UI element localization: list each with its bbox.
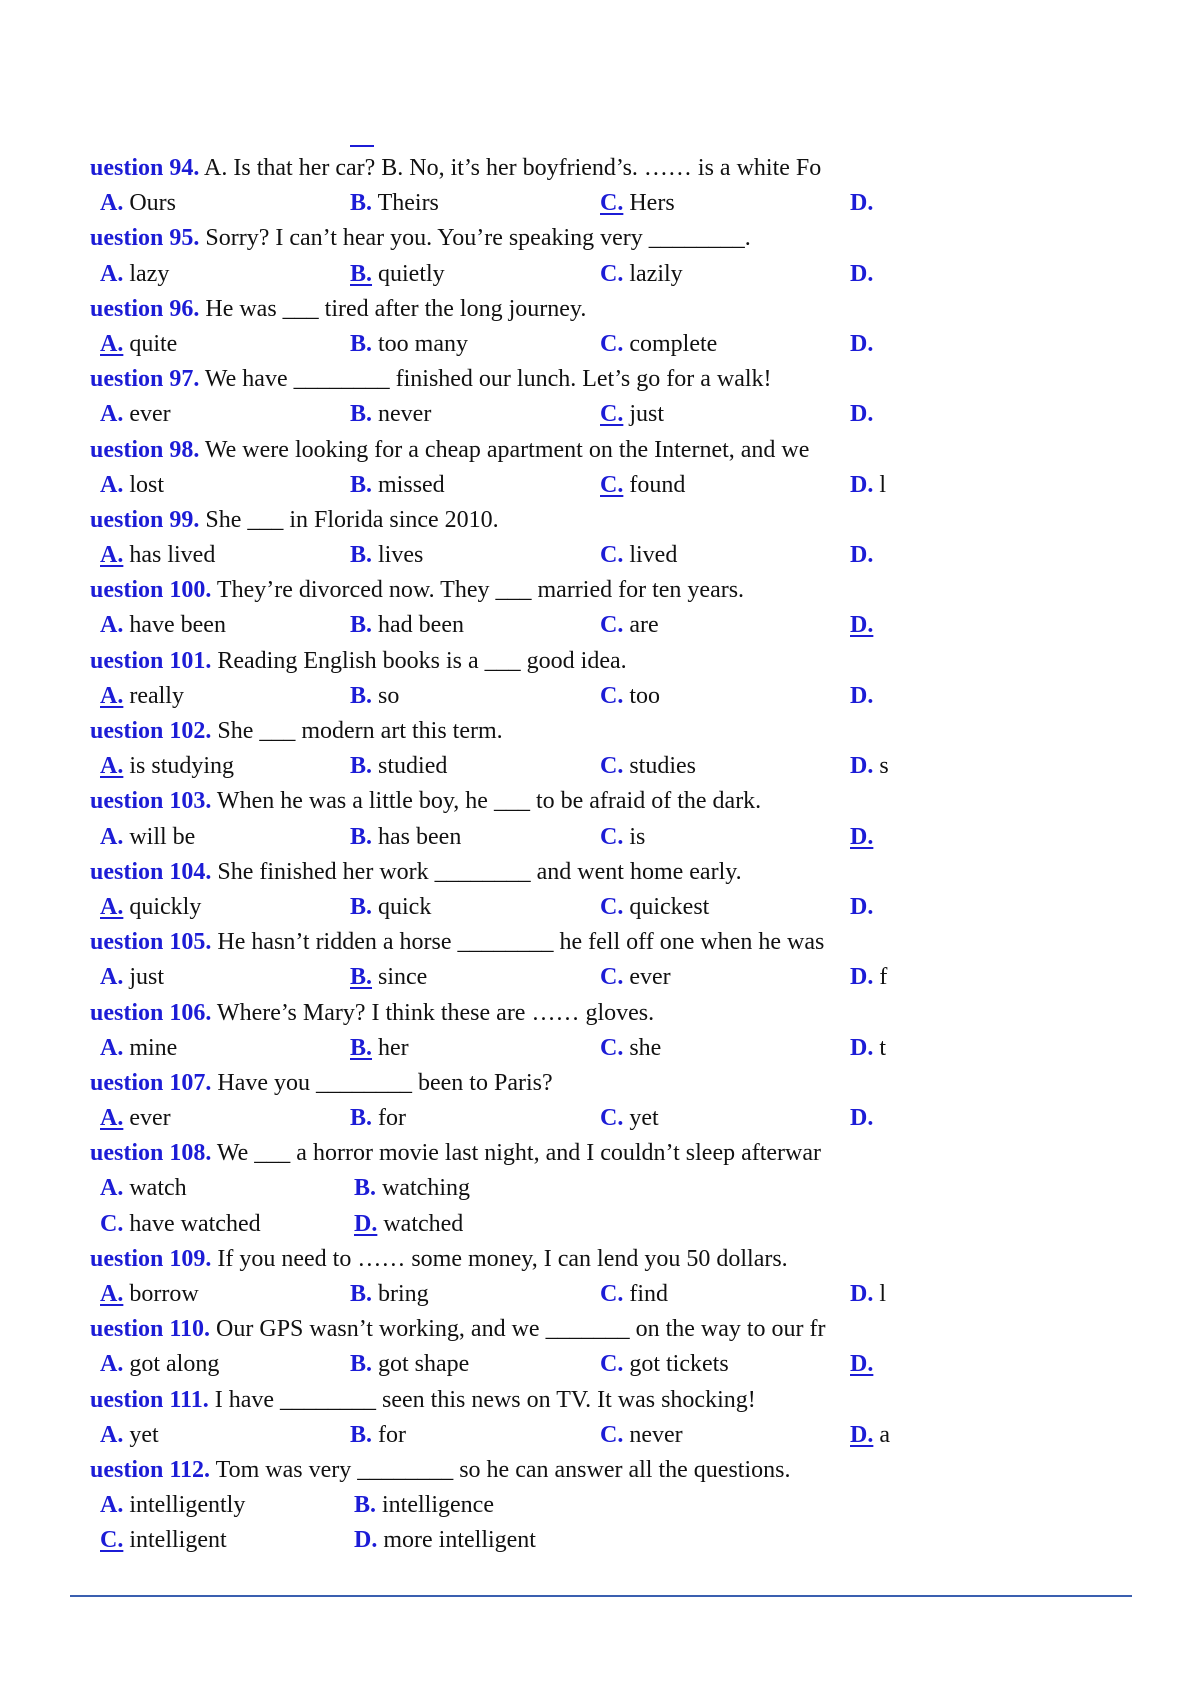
option-letter: D. bbox=[850, 260, 874, 287]
option-text: Ours bbox=[123, 190, 177, 217]
option-letter: C. bbox=[600, 893, 624, 920]
question-number: uestion 101. bbox=[90, 647, 212, 674]
question-text: Tom was very ________ so he can answer all the questions. bbox=[210, 1456, 791, 1483]
option-a bbox=[100, 1171, 187, 1206]
option-letter: B. bbox=[350, 612, 373, 639]
option-d bbox=[850, 327, 873, 362]
option-b bbox=[350, 1101, 406, 1136]
option-text: got along bbox=[123, 1351, 220, 1378]
option-letter: A. bbox=[100, 964, 124, 991]
question-stem bbox=[90, 1066, 890, 1101]
correct-option-letter: A. bbox=[100, 1281, 124, 1307]
option-letter: D. bbox=[850, 1281, 874, 1307]
question-number: uestion 109. bbox=[90, 1245, 212, 1272]
option-text: just bbox=[123, 964, 165, 991]
question-stem bbox=[90, 433, 890, 468]
question-text: He was ___ tired after the long journey. bbox=[199, 295, 587, 322]
option-letter: D. bbox=[850, 542, 874, 569]
option-d bbox=[850, 1277, 886, 1312]
question-text: Our GPS wasn’t working, and we _______ on the way to our fr bbox=[210, 1316, 826, 1343]
option-text: found bbox=[623, 471, 686, 498]
option-d bbox=[850, 749, 889, 784]
option-text: intelligently bbox=[123, 1492, 246, 1519]
question-number: uestion 94. bbox=[90, 155, 200, 181]
option-letter: A. bbox=[100, 401, 124, 428]
option-text: so bbox=[372, 682, 400, 709]
option-text: just bbox=[623, 401, 665, 428]
question-text: She finished her work ________ and went home early. bbox=[211, 858, 742, 885]
option-c bbox=[600, 257, 683, 292]
options-row bbox=[90, 679, 890, 714]
option-letter: B. bbox=[350, 330, 373, 357]
option-c bbox=[600, 1418, 683, 1453]
option-letter: A. bbox=[100, 1034, 124, 1061]
option-b bbox=[350, 890, 431, 925]
option-b bbox=[350, 397, 431, 432]
correct-option-letter: D. bbox=[354, 1210, 378, 1237]
option-c bbox=[600, 679, 660, 714]
option-text: quite bbox=[123, 330, 178, 357]
option-text: complete bbox=[623, 330, 718, 357]
option-letter: B. bbox=[350, 1281, 373, 1307]
option-c bbox=[100, 1207, 261, 1242]
option-text: for bbox=[372, 1421, 406, 1448]
option-text: had been bbox=[372, 612, 464, 639]
correct-option-letter: C. bbox=[600, 401, 624, 428]
question-number: uestion 97. bbox=[90, 366, 200, 393]
option-b bbox=[350, 538, 423, 573]
options-row bbox=[90, 186, 890, 221]
option-letter: B. bbox=[350, 471, 373, 498]
correct-option-letter: A. bbox=[100, 542, 124, 569]
option-text: bring bbox=[372, 1281, 429, 1307]
option-text: studied bbox=[372, 753, 448, 780]
option-b bbox=[350, 820, 461, 855]
question-text: We were looking for a cheap apartment on the Internet, and we bbox=[199, 436, 810, 463]
option-text: is studying bbox=[123, 753, 235, 780]
option-a bbox=[100, 749, 234, 784]
correct-option-letter: D. bbox=[850, 1421, 874, 1448]
option-d bbox=[354, 1207, 463, 1242]
option-a bbox=[100, 1347, 219, 1382]
option-letter: C. bbox=[600, 682, 624, 709]
option-text: for bbox=[372, 1105, 406, 1132]
option-text: too many bbox=[372, 330, 469, 357]
option-letter: D. bbox=[850, 1034, 874, 1061]
option-text: f bbox=[873, 964, 888, 991]
option-d bbox=[850, 538, 873, 573]
option-letter: C. bbox=[600, 1351, 624, 1378]
question-text: When he was a little boy, he ___ to be afraid of the dark. bbox=[211, 788, 762, 815]
option-letter: C. bbox=[600, 1281, 624, 1307]
question-stem bbox=[90, 1312, 890, 1347]
option-letter: C. bbox=[600, 330, 624, 357]
correct-option-letter: D. bbox=[850, 1351, 874, 1378]
option-letter: B. bbox=[350, 823, 373, 850]
question-number: uestion 105. bbox=[90, 929, 212, 956]
top-dash-mark bbox=[350, 145, 374, 147]
option-letter: A. bbox=[100, 612, 124, 639]
option-b bbox=[354, 1171, 470, 1206]
option-b bbox=[350, 327, 468, 362]
option-letter: A. bbox=[100, 471, 124, 498]
option-c bbox=[600, 1277, 668, 1312]
question-number: uestion 106. bbox=[90, 999, 212, 1026]
option-letter: D. bbox=[850, 190, 874, 217]
question-text: Reading English books is a ___ good idea. bbox=[211, 647, 627, 674]
option-text: quickly bbox=[123, 893, 202, 920]
option-text: yet bbox=[123, 1421, 159, 1448]
option-a bbox=[100, 257, 169, 292]
option-c bbox=[600, 397, 664, 432]
option-letter: C. bbox=[600, 1105, 624, 1132]
question-number: uestion 99. bbox=[90, 506, 200, 533]
option-text: she bbox=[623, 1034, 662, 1061]
option-c bbox=[600, 468, 685, 503]
option-letter: B. bbox=[354, 1492, 377, 1519]
footer-rule bbox=[70, 1595, 1132, 1597]
option-c bbox=[600, 1101, 659, 1136]
question-stem bbox=[90, 573, 890, 608]
options-row bbox=[90, 538, 890, 573]
question-stem bbox=[90, 221, 890, 256]
option-d bbox=[850, 1418, 890, 1453]
option-text: will be bbox=[123, 823, 196, 850]
option-letter: D. bbox=[850, 893, 874, 920]
option-text: studies bbox=[623, 753, 697, 780]
option-letter: B. bbox=[350, 1421, 373, 1448]
option-text: have been bbox=[123, 612, 226, 639]
option-a bbox=[100, 608, 226, 643]
question-text: Where’s Mary? I think these are …… gloves. bbox=[211, 999, 655, 1026]
correct-option-letter: C. bbox=[600, 471, 624, 498]
question-text: Have you ________ been to Paris? bbox=[211, 1069, 553, 1096]
question-list bbox=[90, 151, 890, 1559]
option-letter: B. bbox=[350, 1105, 373, 1132]
option-letter: A. bbox=[100, 1421, 124, 1448]
question-number: uestion 112. bbox=[90, 1456, 211, 1483]
correct-option-letter: C. bbox=[100, 1527, 124, 1554]
question-stem bbox=[90, 925, 890, 960]
option-text: lives bbox=[372, 542, 424, 569]
option-a bbox=[100, 1031, 177, 1066]
option-text: t bbox=[873, 1034, 887, 1061]
question-text: He hasn’t ridden a horse ________ he fell off one when he was bbox=[211, 929, 825, 956]
option-d bbox=[850, 1101, 873, 1136]
option-letter: B. bbox=[350, 753, 373, 780]
option-a bbox=[100, 960, 164, 995]
options-row bbox=[90, 820, 890, 855]
option-letter: C. bbox=[600, 1421, 624, 1448]
correct-option-letter: B. bbox=[350, 964, 373, 991]
question-stem bbox=[90, 151, 890, 186]
option-c bbox=[600, 327, 717, 362]
option-d bbox=[850, 1347, 873, 1382]
option-c bbox=[600, 1347, 729, 1382]
option-b bbox=[350, 960, 427, 995]
option-letter: D. bbox=[354, 1527, 378, 1554]
option-letter: B. bbox=[350, 190, 373, 217]
option-text: too bbox=[623, 682, 661, 709]
question-stem bbox=[90, 1136, 890, 1171]
option-b bbox=[350, 608, 464, 643]
options-row bbox=[90, 1031, 890, 1066]
option-c bbox=[600, 538, 677, 573]
option-text: mine bbox=[123, 1034, 178, 1061]
options-row bbox=[90, 749, 890, 784]
option-letter: D. bbox=[850, 682, 874, 709]
option-letter: D. bbox=[850, 964, 874, 991]
option-letter: C. bbox=[600, 753, 624, 780]
question-stem bbox=[90, 503, 890, 538]
option-text: ever bbox=[623, 964, 671, 991]
option-c bbox=[600, 749, 696, 784]
option-b bbox=[350, 1031, 409, 1066]
option-text: watched bbox=[377, 1210, 464, 1237]
option-a bbox=[100, 468, 164, 503]
option-text: are bbox=[623, 612, 659, 639]
options-row bbox=[90, 1523, 890, 1558]
option-d bbox=[850, 679, 873, 714]
option-text: lazily bbox=[623, 260, 683, 287]
question-stem bbox=[90, 714, 890, 749]
question-text: She ___ modern art this term. bbox=[211, 718, 503, 744]
option-letter: B. bbox=[350, 893, 373, 920]
option-text: a bbox=[873, 1421, 890, 1448]
question-number: uestion 95. bbox=[90, 225, 200, 252]
question-text: I have ________ seen this news on TV. It was shocking! bbox=[208, 1386, 756, 1413]
option-letter: D. bbox=[850, 471, 874, 498]
option-b bbox=[350, 1418, 406, 1453]
question-number: uestion 98. bbox=[90, 436, 200, 463]
option-text: find bbox=[623, 1281, 669, 1307]
options-row bbox=[90, 890, 890, 925]
options-row bbox=[90, 1277, 890, 1312]
options-row bbox=[90, 327, 890, 362]
option-a bbox=[100, 1418, 159, 1453]
option-a bbox=[100, 1488, 245, 1523]
option-text: her bbox=[372, 1034, 409, 1061]
options-row bbox=[90, 1101, 890, 1136]
option-text: l bbox=[873, 471, 887, 498]
option-letter: C. bbox=[600, 542, 624, 569]
option-b bbox=[350, 679, 399, 714]
question-number: uestion 102. bbox=[90, 718, 212, 744]
option-b bbox=[350, 257, 445, 292]
question-stem bbox=[90, 784, 890, 819]
options-row bbox=[90, 1418, 890, 1453]
correct-option-letter: D. bbox=[850, 612, 874, 639]
option-letter: D. bbox=[850, 330, 874, 357]
option-letter: D. bbox=[850, 401, 874, 428]
question-number: uestion 103. bbox=[90, 788, 212, 815]
option-b bbox=[350, 468, 445, 503]
option-d bbox=[850, 468, 886, 503]
option-d bbox=[850, 186, 873, 221]
option-d bbox=[850, 960, 887, 995]
option-a bbox=[100, 1277, 199, 1312]
option-d bbox=[850, 608, 873, 643]
option-text: lost bbox=[123, 471, 165, 498]
question-text: If you need to …… some money, I can lend you 50 dollars. bbox=[211, 1245, 788, 1272]
option-text: since bbox=[372, 964, 428, 991]
option-text: have watched bbox=[123, 1210, 261, 1237]
question-number: uestion 96. bbox=[90, 295, 200, 322]
options-row bbox=[90, 1347, 890, 1382]
option-letter: B. bbox=[350, 401, 373, 428]
question-number: uestion 110. bbox=[90, 1316, 211, 1343]
option-text: lazy bbox=[123, 260, 170, 287]
option-text: watching bbox=[376, 1175, 470, 1202]
question-text: She ___ in Florida since 2010. bbox=[199, 506, 499, 533]
option-c bbox=[600, 890, 709, 925]
option-letter: B. bbox=[350, 682, 373, 709]
option-text: lived bbox=[623, 542, 678, 569]
option-b bbox=[354, 1488, 494, 1523]
option-letter: B. bbox=[354, 1175, 377, 1202]
options-row bbox=[90, 608, 890, 643]
option-text: yet bbox=[623, 1105, 659, 1132]
question-stem bbox=[90, 292, 890, 327]
option-text: more intelligent bbox=[377, 1527, 536, 1554]
option-text: intelligent bbox=[123, 1527, 227, 1554]
option-letter: C. bbox=[600, 1034, 624, 1061]
question-stem bbox=[90, 362, 890, 397]
option-text: got tickets bbox=[623, 1351, 729, 1378]
option-a bbox=[100, 679, 184, 714]
correct-option-letter: D. bbox=[850, 823, 874, 850]
option-a bbox=[100, 186, 176, 221]
option-letter: C. bbox=[600, 823, 624, 850]
option-letter: C. bbox=[100, 1210, 124, 1237]
option-c bbox=[600, 608, 659, 643]
option-d bbox=[850, 820, 873, 855]
correct-option-letter: A. bbox=[100, 893, 124, 920]
option-letter: A. bbox=[100, 1351, 124, 1378]
options-row bbox=[90, 1488, 890, 1523]
option-text: s bbox=[873, 753, 889, 780]
question-text: A. Is that her car? B. No, it’s her boyfriend’s. …… is a white Fo bbox=[199, 155, 822, 181]
question-stem bbox=[90, 1383, 890, 1418]
question-text: They’re divorced now. They ___ married for ten years. bbox=[211, 577, 745, 604]
question-stem bbox=[90, 1242, 890, 1277]
option-text: Hers bbox=[623, 190, 675, 217]
option-b bbox=[350, 749, 447, 784]
option-letter: C. bbox=[600, 964, 624, 991]
option-text: quickest bbox=[623, 893, 710, 920]
option-text: ever bbox=[123, 401, 171, 428]
option-text: quick bbox=[372, 893, 432, 920]
option-b bbox=[350, 1277, 429, 1312]
option-c bbox=[600, 1031, 661, 1066]
option-d bbox=[354, 1523, 536, 1558]
option-text: l bbox=[873, 1281, 887, 1307]
options-row bbox=[90, 1207, 890, 1242]
option-text: is bbox=[623, 823, 646, 850]
option-text: quietly bbox=[372, 260, 445, 287]
options-row bbox=[90, 257, 890, 292]
option-a bbox=[100, 327, 177, 362]
option-d bbox=[850, 257, 873, 292]
option-letter: C. bbox=[600, 260, 624, 287]
option-letter: A. bbox=[100, 1492, 124, 1519]
option-text: intelligence bbox=[376, 1492, 494, 1519]
question-number: uestion 104. bbox=[90, 858, 212, 885]
options-row bbox=[90, 960, 890, 995]
option-a bbox=[100, 538, 215, 573]
option-text: has lived bbox=[123, 542, 216, 569]
correct-option-letter: C. bbox=[600, 190, 624, 217]
option-text: really bbox=[123, 682, 184, 709]
option-a bbox=[100, 820, 195, 855]
question-stem bbox=[90, 1453, 890, 1488]
option-a bbox=[100, 890, 201, 925]
question-number: uestion 108. bbox=[90, 1140, 212, 1167]
options-row bbox=[90, 1171, 890, 1206]
option-c bbox=[600, 820, 645, 855]
option-text: Theirs bbox=[372, 190, 439, 217]
option-text: got shape bbox=[372, 1351, 470, 1378]
question-stem bbox=[90, 855, 890, 890]
option-text: never bbox=[372, 401, 432, 428]
option-letter: B. bbox=[350, 542, 373, 569]
option-text: watch bbox=[123, 1175, 187, 1202]
question-text: We ___ a horror movie last night, and I couldn’t sleep afterwar bbox=[211, 1140, 822, 1167]
correct-option-letter: B. bbox=[350, 1034, 373, 1061]
question-stem bbox=[90, 996, 890, 1031]
question-stem bbox=[90, 644, 890, 679]
option-d bbox=[850, 1031, 886, 1066]
option-d bbox=[850, 890, 873, 925]
option-b bbox=[350, 1347, 469, 1382]
option-letter: A. bbox=[100, 823, 124, 850]
option-a bbox=[100, 1101, 171, 1136]
option-text: has been bbox=[372, 823, 462, 850]
correct-option-letter: A. bbox=[100, 753, 124, 780]
option-text: never bbox=[623, 1421, 683, 1448]
option-letter: A. bbox=[100, 260, 124, 287]
option-c bbox=[600, 186, 675, 221]
option-letter: D. bbox=[850, 1105, 874, 1132]
correct-option-letter: B. bbox=[350, 260, 373, 287]
correct-option-letter: A. bbox=[100, 1105, 124, 1132]
options-row bbox=[90, 468, 890, 503]
options-row bbox=[90, 397, 890, 432]
option-c bbox=[100, 1523, 227, 1558]
option-letter: D. bbox=[850, 753, 874, 780]
correct-option-letter: A. bbox=[100, 330, 124, 357]
option-a bbox=[100, 397, 171, 432]
correct-option-letter: A. bbox=[100, 682, 124, 709]
option-letter: A. bbox=[100, 1175, 124, 1202]
option-text: ever bbox=[123, 1105, 171, 1132]
option-b bbox=[350, 186, 439, 221]
question-number: uestion 100. bbox=[90, 577, 212, 604]
question-number: uestion 111. bbox=[90, 1386, 209, 1413]
question-number: uestion 107. bbox=[90, 1069, 212, 1096]
option-letter: B. bbox=[350, 1351, 373, 1378]
option-text: missed bbox=[372, 471, 445, 498]
option-letter: A. bbox=[100, 190, 124, 217]
option-letter: C. bbox=[600, 612, 624, 639]
option-text: borrow bbox=[123, 1281, 199, 1307]
question-text: We have ________ finished our lunch. Let’s go for a walk! bbox=[199, 366, 772, 393]
option-c bbox=[600, 960, 671, 995]
option-d bbox=[850, 397, 873, 432]
question-text: Sorry? I can’t hear you. You’re speaking very ________. bbox=[199, 225, 751, 252]
